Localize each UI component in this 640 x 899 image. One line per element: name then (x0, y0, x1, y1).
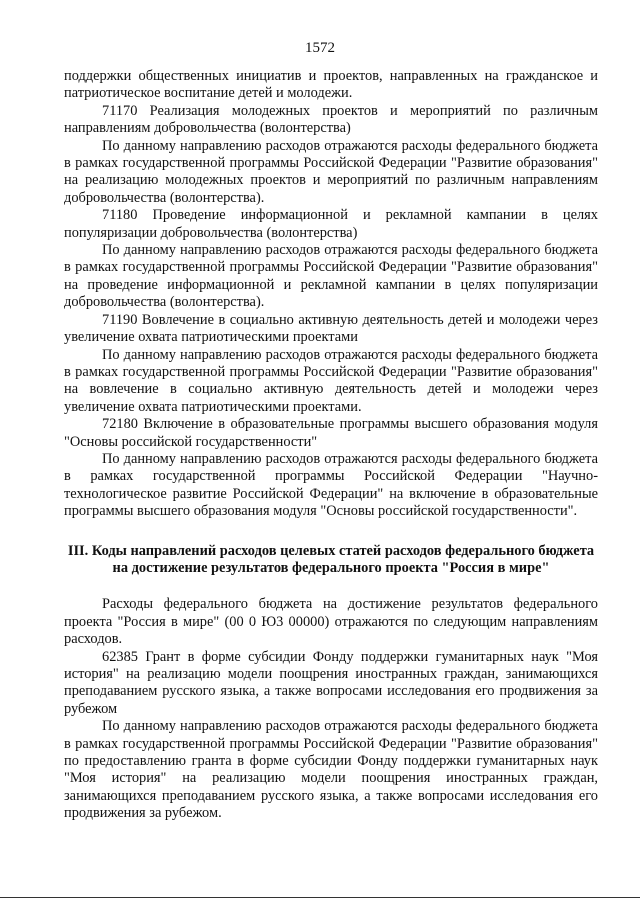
document-body (64, 68, 598, 823)
paragraph-description-71190: По данному направлению расходов отражаются расходы федерального бюджета в рамках государственной программы Российской Федерации "Развитие образования" на вовлечение в социально активную деятельность детей и молодежи через увеличение охвата патриотическими проектами. (64, 346, 598, 415)
paragraph-description-71180: По данному направлению расходов отражаются расходы федерального бюджета в рамках государственной программы Российской Федерации "Развитие образования" на проведение информационной и рекламной кампании в целях популяризации добровольчества (волонтерства). (64, 242, 598, 311)
section-heading: III. Коды направлений расходов целевых статей расходов федерального бюджета на достижение результатов федерального проекта "Россия в мире" (67, 542, 595, 576)
bottom-edge-line (0, 897, 640, 898)
paragraph-code-71170: 71170 Реализация молодежных проектов и мероприятий по различным направлениям добровольчества (волонтерства) (64, 102, 598, 137)
paragraph-description-72180: По данному направлению расходов отражаются расходы федерального бюджета в рамках государственной программы Российской Федерации "Научно-технологическое развитие Российской Федерации" на включение в образовательные программы высшего образования модуля "Основы российской государственности". (64, 450, 598, 520)
paragraph-description-71170: По данному направлению расходов отражаются расходы федерального бюджета в рамках государственной программы Российской Федерации "Развитие образования" на реализацию молодежных проектов и мероприятий по различным направлениям добровольчества (волонтерства). (64, 137, 598, 206)
paragraph-section-intro: Расходы федерального бюджета на достижение результатов федерального проекта "Россия в мире" (00 0 Ю3 00000) отражаются по следующим направлениям расходов. (64, 596, 598, 648)
paragraph-code-71190: 71190 Вовлечение в социально активную деятельность детей и молодежи через увеличение охвата патриотическими проектами (64, 311, 598, 346)
paragraph-description-62385: По данному направлению расходов отражаются расходы федерального бюджета в рамках государственной программы Российской Федерации "Развитие образования" по предоставлению гранта в форме субсидии Фонду поддержки гуманитарных наук "Моя история" на реализацию модели поощрения иностранных граждан, занимающихся преподаванием русского языка, а также вопросами исследования его продвижения за рубежом. (64, 718, 598, 822)
paragraph-code-72180: 72180 Включение в образовательные программы высшего образования модуля "Основы российской государственности" (64, 416, 598, 450)
paragraph-continuation: поддержки общественных инициатив и проектов, направленных на гражданское и патриотическое воспитание детей и молодежи. (64, 68, 598, 102)
page-number: 1572 (305, 40, 335, 56)
paragraph-code-71180: 71180 Проведение информационной и рекламной кампании в целях популяризации добровольчества (волонтерства) (64, 207, 598, 241)
paragraph-code-62385: 62385 Грант в форме субсидии Фонду поддержки гуманитарных наук "Моя история" на реализацию модели поощрения иностранных граждан, занимающихся преподаванием русского языка, а также вопросами исследования его продвижения за рубежом (64, 648, 598, 717)
